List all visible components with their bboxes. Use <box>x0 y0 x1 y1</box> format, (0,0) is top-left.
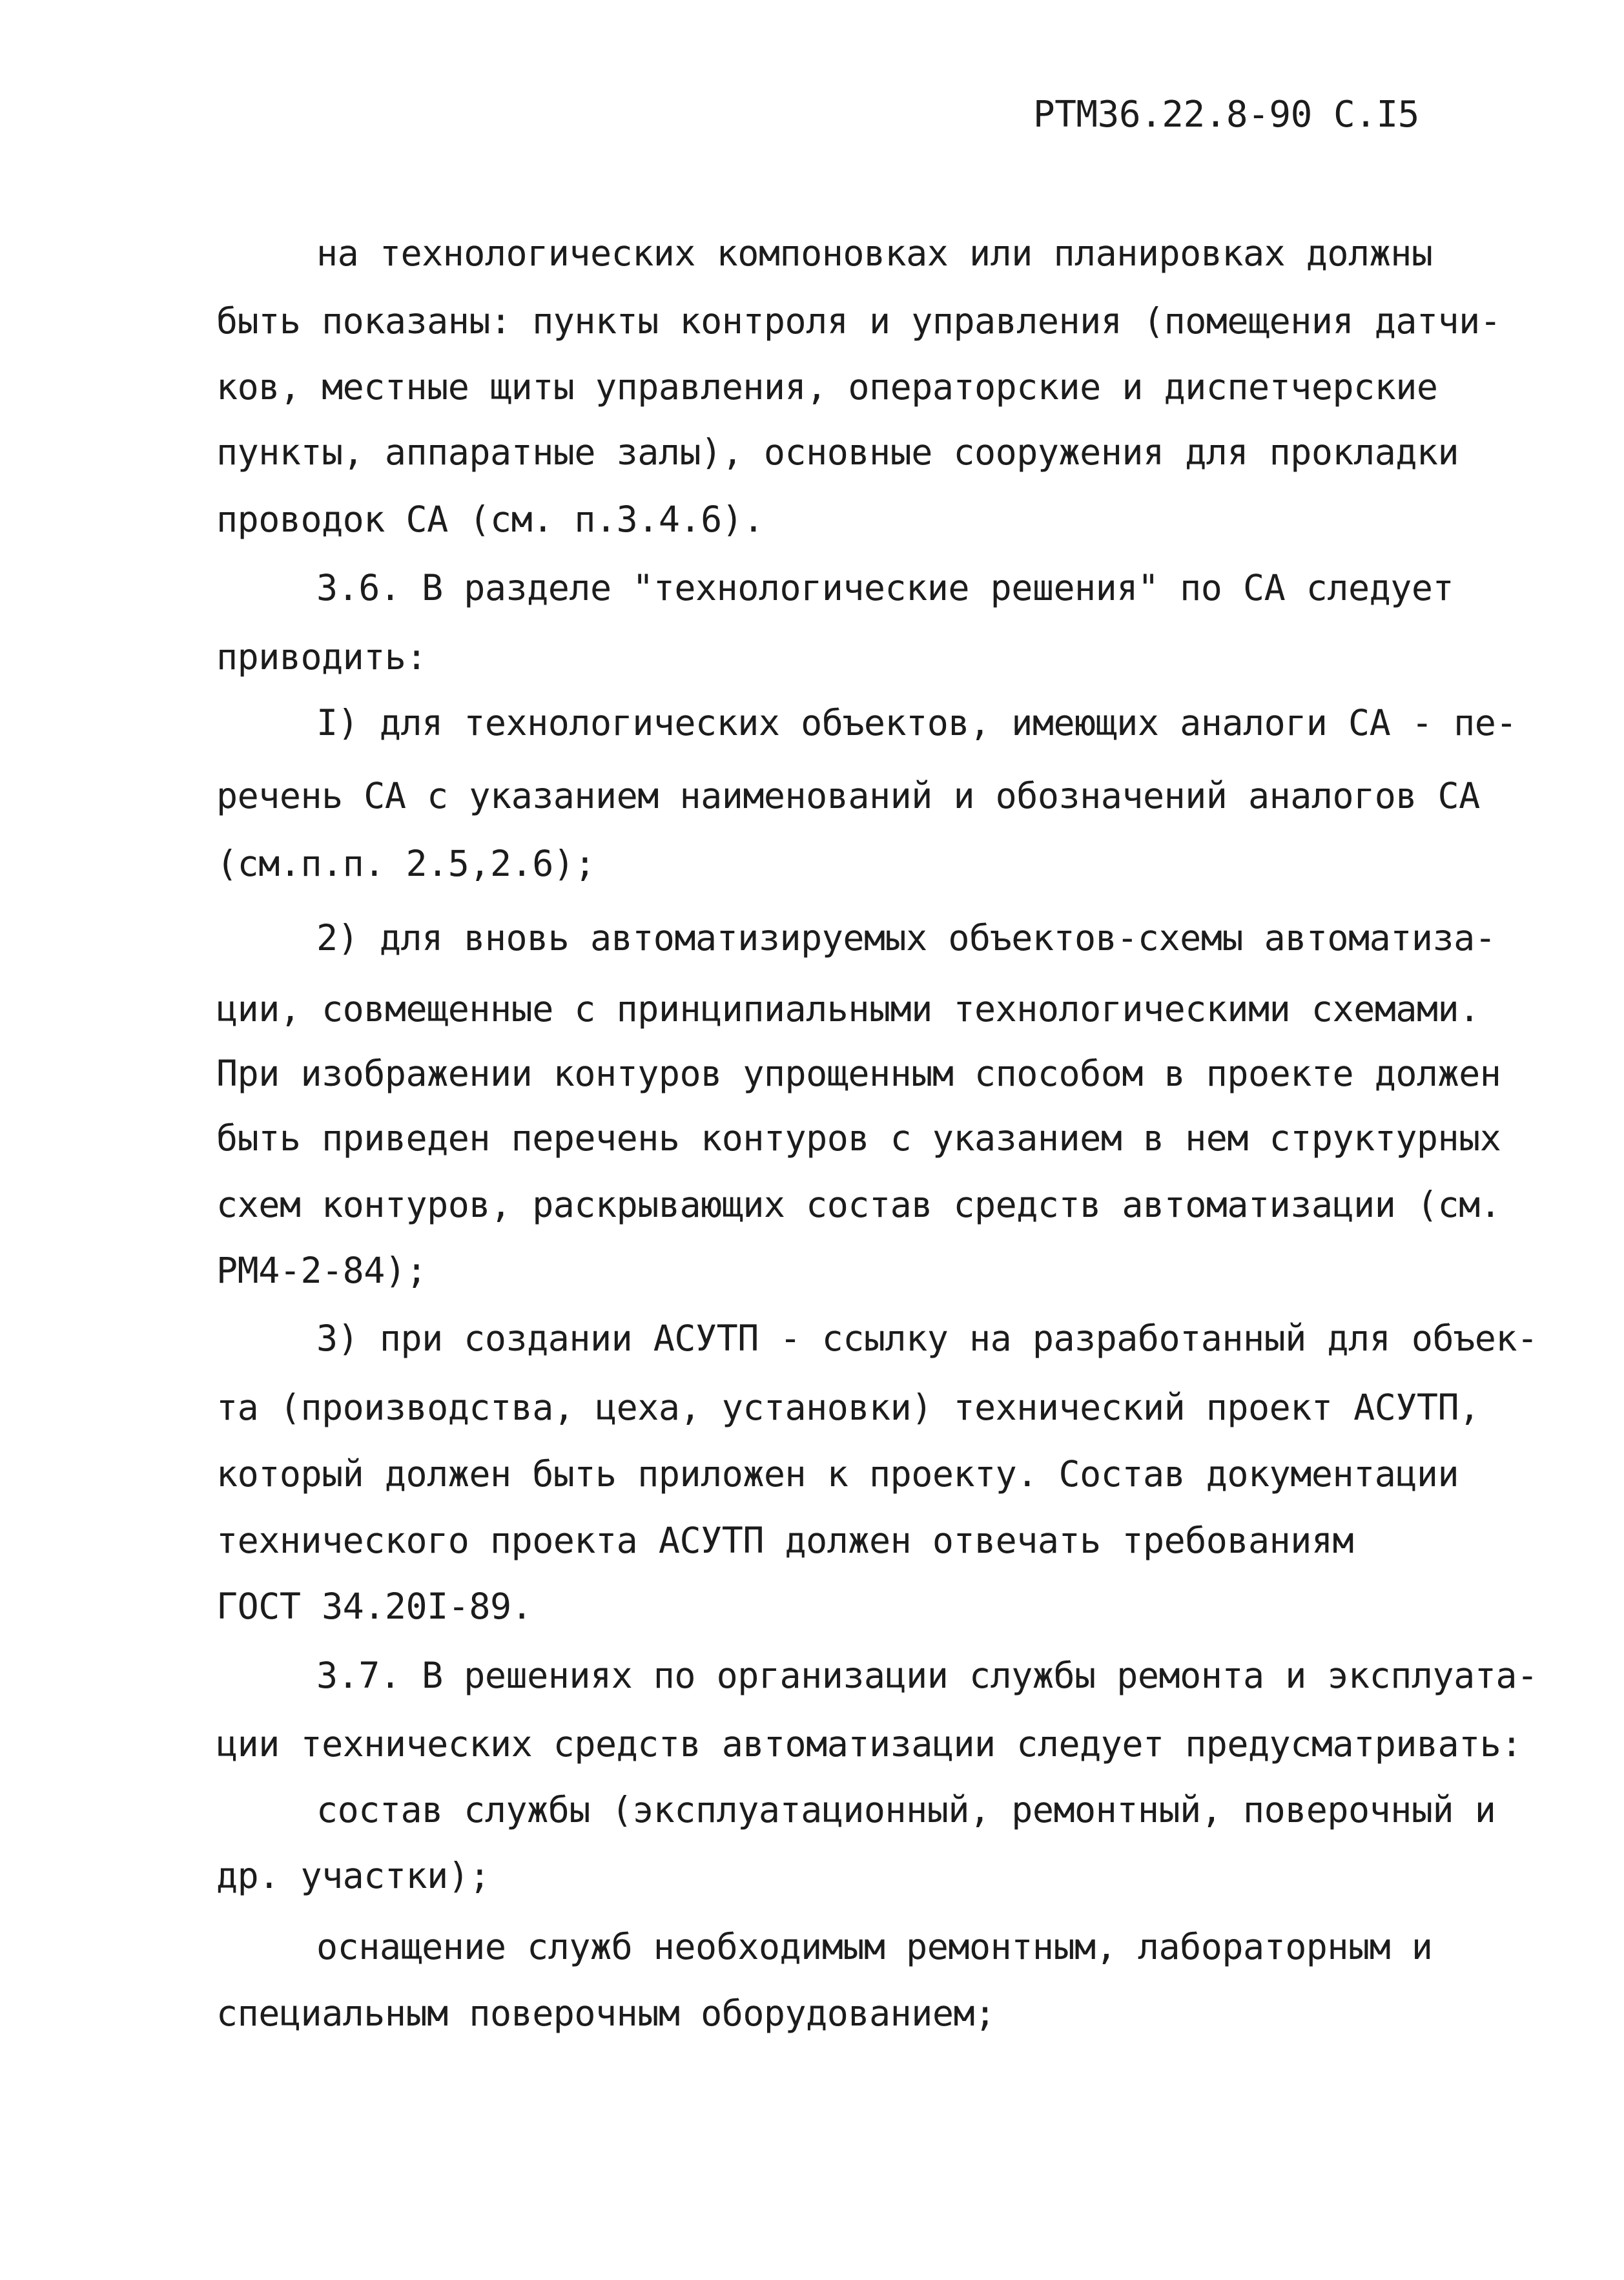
text-line: При изображении контуров упрощенным способом в проекте должен <box>216 1053 1501 1094</box>
text-line: ков, местные щиты управления, операторские и диспетчерские <box>216 366 1438 408</box>
text-line: быть показаны: пункты контроля и управления (помещения датчи- <box>216 300 1501 342</box>
text-line: I) для технологических объектов, имеющих аналоги СА - пе- <box>316 702 1517 743</box>
text-line: та (производства, цеха, установки) технический проект АСУТП, <box>216 1387 1480 1428</box>
text-line: РМ4-2-84); <box>216 1250 427 1291</box>
text-line: ции, совмещенные с принципиальными технологическими схемами. <box>216 988 1480 1030</box>
text-line: технического проекта АСУТП должен отвечать требованиям <box>216 1520 1354 1561</box>
text-line: 3.7. В решениях по организации службы ремонта и эксплуата- <box>316 1655 1538 1696</box>
text-line: который должен быть приложен к проекту. Состав документации <box>216 1453 1459 1495</box>
text-line: 3.6. В разделе "технологические решения" по СА следует <box>316 567 1454 608</box>
text-line: речень СА с указанием наименований и обозначений аналогов СА <box>216 775 1480 816</box>
text-line: проводок СА (см. п.3.4.6). <box>216 499 764 540</box>
text-line: (см.п.п. 2.5,2.6); <box>216 843 596 884</box>
text-line: быть приведен перечень контуров с указанием в нем структурных <box>216 1117 1501 1159</box>
text-line: ГОСТ 34.20I-89. <box>216 1586 533 1627</box>
text-line: приводить: <box>216 636 427 678</box>
text-line: оснащение служб необходимым ремонтным, лабораторным и <box>316 1926 1433 1967</box>
text-line: ции технических средств автоматизации следует предусматривать: <box>216 1723 1522 1765</box>
text-line: на технологических компоновках или планировках должны <box>316 233 1433 274</box>
text-line: 3) при создании АСУТП - ссылку на разработанный для объек- <box>316 1318 1538 1359</box>
text-line: схем контуров, раскрывающих состав средств автоматизации (см. <box>216 1184 1501 1225</box>
text-line: др. участки); <box>216 1855 490 1896</box>
text-line: 2) для вновь автоматизируемых объектов-схемы автоматиза- <box>316 917 1496 959</box>
page-header: РТМ36.22.8-90 С.I5 <box>1033 94 1419 136</box>
text-line: специальным поверочным оборудованием; <box>216 1993 996 2034</box>
text-line: пункты, аппаратные залы), основные сооружения для прокладки <box>216 431 1459 473</box>
text-line: состав службы (эксплуатационный, ремонтный, поверочный и <box>316 1789 1496 1830</box>
